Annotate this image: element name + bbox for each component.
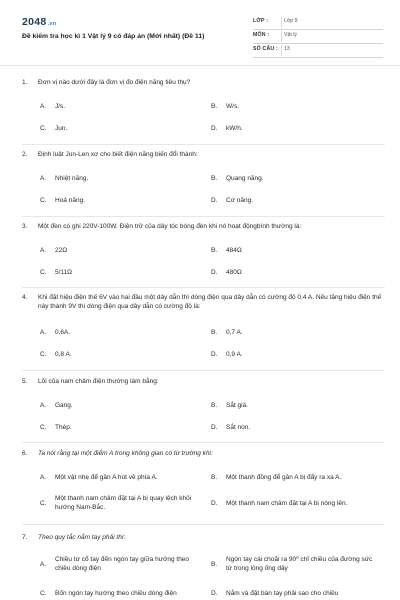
question-stem: 4. Khi đặt hiệu điện thế 6V vào hai đầu một dây dẫn thì dòng điện qua dây dẫn có cường độ 0,4 A. Nếu tăng hiệu điện thế này thành 9V thì dòng điện qua dây dẫn có cường độ là:: [22, 294, 382, 310]
site-logo[interactable]: 2048.vn: [22, 16, 57, 28]
meta-key: MÔN :: [253, 32, 270, 38]
question-6: 6. Ta nói rằng tại một điểm A trong không gian có từ trường khi: A. Một vật nhẹ để gần A hút về phía A. B. Một thanh đồng để gần A bị đẩy ra xa A. C. Một thanh nam châm đặt tại A bị quay lệch khỏi hướng Nam-Bắc. D. Một thanh nam châm đặt tại A bị nóng lên.: [22, 450, 385, 459]
question-7: 7. Theo quy tắc nắm tay phải thì: A. Chiều từ cổ tay đến ngón tay giữa hướng theo chiều dòng điện B. Ngón tay cái choãi ra 90⁰ chỉ chiều của đường sức từ trong lòng ống dây C. Bốn ngón tay hướng theo chiều dòng điện D. Nắm và đặt bàn tay phải sao cho chiều: [22, 534, 385, 543]
question-stem: 2. Định luật Jun-Len xơ cho biết điện năng biến đổi thành:: [22, 151, 198, 158]
meta-key: LỚP :: [253, 18, 269, 24]
question-5: 5. Lõi của nam châm điện thường làm bằng: A. Gang. B. Sắt già. C. Thép. D. Sắt non.: [22, 378, 385, 387]
question-stem: 7. Theo quy tắc nắm tay phải thì:: [22, 534, 126, 541]
question-divider: [22, 442, 385, 443]
question-3: 3. Một đèn có ghi 220V-100W. Điện trở của dây tóc bóng đèn khi nó hoạt độngbình thường là: A. 22Ω B. 484Ω C. 5/11Ω D. 480Ω: [22, 223, 385, 232]
question-divider: [22, 216, 385, 217]
question-stem: 3. Một đèn có ghi 220V-100W. Điện trở của dây tóc bóng đèn khi nó hoạt độngbình thường là:: [22, 223, 302, 230]
meta-key: SỐ CÂU :: [253, 46, 278, 52]
meta-value: 13: [284, 46, 290, 52]
question-divider: [22, 287, 385, 288]
question-stem: 5. Lõi của nam châm điện thường làm bằng:: [22, 378, 159, 385]
question-divider: [22, 370, 385, 371]
question-stem: 6. Ta nói rằng tại một điểm A trong không gian có từ trường khi:: [22, 450, 213, 457]
document-title: Đề kiểm tra học kì 1 Vật lý 9 có đáp án (Mới nhất) (Đề 11): [22, 33, 205, 40]
meta-value: Vật lý: [284, 32, 297, 38]
question-1: 1. Đơn vị nào dưới đây là đơn vị đo điện năng tiêu thụ? A. J/s. B. W/s. C. Jun. D. kW/h.: [22, 79, 385, 88]
question-stem: 1. Đơn vị nào dưới đây là đơn vị đo điện năng tiêu thụ?: [22, 79, 191, 86]
meta-row-class: [253, 16, 383, 30]
header-divider: [0, 65, 400, 66]
meta-value: Lớp 9: [284, 18, 298, 24]
question-2: 2. Định luật Jun-Len xơ cho biết điện năng biến đổi thành: A. Nhiệt năng. B. Quang năng. C. Hoá năng. D. Cơ năng.: [22, 151, 385, 160]
question-divider: [22, 524, 385, 525]
document-header: [0, 0, 400, 66]
question-divider: [22, 144, 385, 145]
meta-table: [253, 16, 383, 58]
meta-row-count: [253, 44, 383, 58]
question-4: 4. Khi đặt hiệu điện thế 6V vào hai đầu một dây dẫn thì dòng điện qua dây dẫn có cường độ 0,4 A. Nếu tăng hiệu điện thế này thành 9V thì dòng điện qua dây dẫn có cường độ là: A. 0,6A. B. 0,7 A. C. 0,8 A. D. 0,9 A.: [22, 294, 385, 312]
meta-row-subject: [253, 30, 383, 44]
